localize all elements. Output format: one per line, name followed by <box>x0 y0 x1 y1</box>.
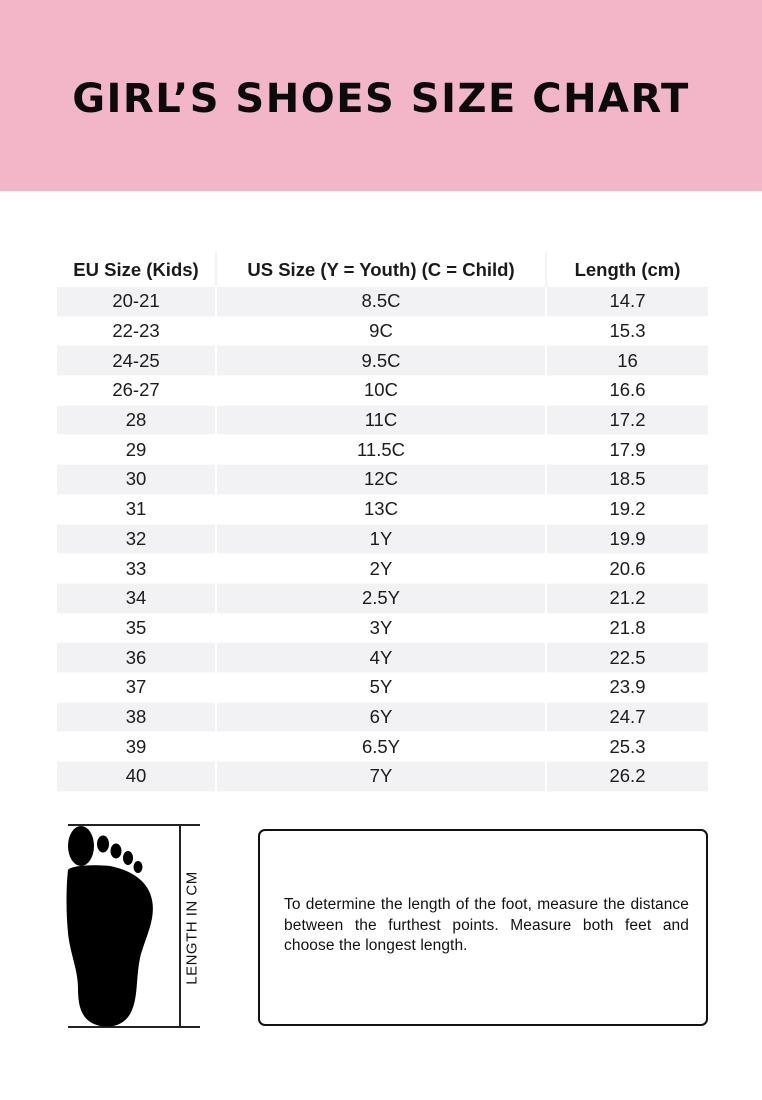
cell-length: 22.5 <box>546 643 708 673</box>
cell-us-size: 11C <box>216 405 546 435</box>
table-row <box>57 287 708 316</box>
cell-us-size: 7Y <box>216 762 546 792</box>
cell-eu-size: 26-27 <box>57 376 216 406</box>
column-header-eu-size: EU Size (Kids) <box>57 252 216 287</box>
cell-us-size: 8.5C <box>216 287 546 316</box>
page-title: GIRL’S SHOES SIZE CHART <box>72 75 690 122</box>
cell-us-size: 13C <box>216 494 546 524</box>
measurement-instructions: To determine the length of the foot, measure the distance between the furthest points. Measure both feet and choose the longest length. <box>284 896 689 954</box>
cell-length: 21.8 <box>546 613 708 643</box>
cell-us-size: 9C <box>216 316 546 346</box>
cell-us-size: 4Y <box>216 643 546 673</box>
cell-us-size: 5Y <box>216 672 546 702</box>
table-row <box>57 762 708 792</box>
cell-length: 19.2 <box>546 494 708 524</box>
cell-eu-size: 29 <box>57 435 216 465</box>
cell-eu-size: 35 <box>57 613 216 643</box>
cell-length: 24.7 <box>546 702 708 732</box>
cell-eu-size: 31 <box>57 494 216 524</box>
cell-eu-size: 37 <box>57 672 216 702</box>
table-row <box>57 494 708 524</box>
table-row <box>57 435 708 465</box>
cell-length: 15.3 <box>546 316 708 346</box>
table-row <box>57 732 708 762</box>
cell-eu-size: 32 <box>57 524 216 554</box>
table-row <box>57 643 708 673</box>
table-row <box>57 672 708 702</box>
cell-us-size: 10C <box>216 376 546 406</box>
cell-eu-size: 36 <box>57 643 216 673</box>
cell-length: 16 <box>546 346 708 376</box>
column-header-us-size: US Size (Y = Youth) (C = Child) <box>216 252 546 287</box>
table-row <box>57 465 708 495</box>
cell-us-size: 11.5C <box>216 435 546 465</box>
header-banner <box>0 0 762 191</box>
cell-length: 14.7 <box>546 287 708 316</box>
cell-eu-size: 40 <box>57 762 216 792</box>
cell-eu-size: 24-25 <box>57 346 216 376</box>
cell-us-size: 3Y <box>216 613 546 643</box>
table-row <box>57 702 708 732</box>
cell-us-size: 2.5Y <box>216 583 546 613</box>
cell-us-size: 6Y <box>216 702 546 732</box>
cell-eu-size: 38 <box>57 702 216 732</box>
cell-eu-size: 20-21 <box>57 287 216 316</box>
table-row <box>57 376 708 406</box>
cell-eu-size: 39 <box>57 732 216 762</box>
length-axis-label: LENGTH IN CM <box>183 871 201 985</box>
column-header-length: Length (cm) <box>546 252 708 287</box>
table-header-row <box>57 252 708 287</box>
cell-length: 26.2 <box>546 762 708 792</box>
measurement-info-box <box>258 829 708 1026</box>
size-chart-table-container <box>57 252 708 792</box>
table-row <box>57 346 708 376</box>
cell-length: 25.3 <box>546 732 708 762</box>
foot-silhouette-icon <box>67 826 153 1027</box>
cell-length: 18.5 <box>546 465 708 495</box>
table-row <box>57 554 708 584</box>
cell-length: 21.2 <box>546 583 708 613</box>
table-row <box>57 583 708 613</box>
cell-us-size: 12C <box>216 465 546 495</box>
cell-length: 19.9 <box>546 524 708 554</box>
cell-eu-size: 33 <box>57 554 216 584</box>
table-row <box>57 316 708 346</box>
cell-length: 16.6 <box>546 376 708 406</box>
cell-us-size: 2Y <box>216 554 546 584</box>
table-body <box>57 287 708 791</box>
cell-eu-size: 28 <box>57 405 216 435</box>
cell-us-size: 1Y <box>216 524 546 554</box>
cell-us-size: 6.5Y <box>216 732 546 762</box>
cell-length: 17.9 <box>546 435 708 465</box>
cell-eu-size: 30 <box>57 465 216 495</box>
cell-eu-size: 22-23 <box>57 316 216 346</box>
cell-us-size: 9.5C <box>216 346 546 376</box>
cell-length: 23.9 <box>546 672 708 702</box>
cell-eu-size: 34 <box>57 583 216 613</box>
cell-length: 17.2 <box>546 405 708 435</box>
table-row <box>57 613 708 643</box>
size-chart-table <box>57 252 708 792</box>
table-row <box>57 524 708 554</box>
cell-length: 20.6 <box>546 554 708 584</box>
table-row <box>57 405 708 435</box>
